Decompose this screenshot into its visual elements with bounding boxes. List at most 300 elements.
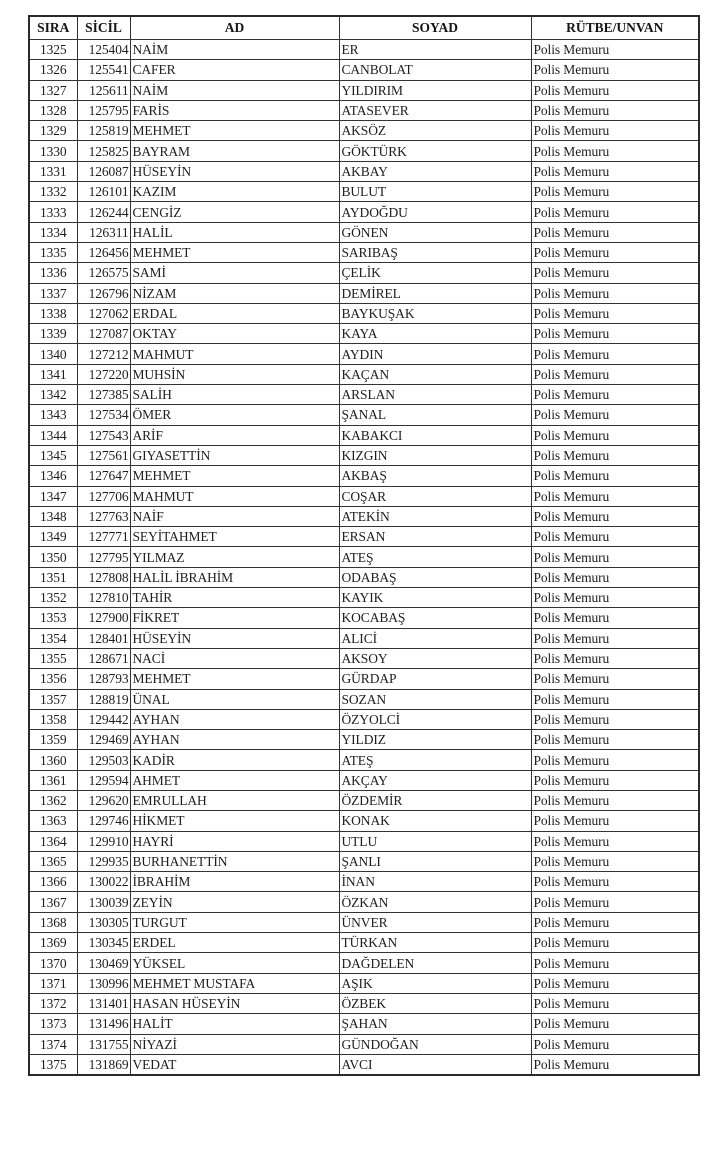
cell-soyad: SOZAN — [339, 689, 531, 709]
cell-rutbe: Polis Memuru — [531, 648, 699, 668]
cell-soyad: ER — [339, 40, 531, 60]
cell-sira: 1355 — [29, 648, 77, 668]
cell-sira: 1350 — [29, 547, 77, 567]
cell-rutbe: Polis Memuru — [531, 1054, 699, 1075]
cell-soyad: UTLU — [339, 831, 531, 851]
cell-ad: AYHAN — [130, 730, 339, 750]
cell-ad: ÜNAL — [130, 689, 339, 709]
table-row — [29, 445, 699, 465]
cell-sira: 1352 — [29, 588, 77, 608]
table-row — [29, 790, 699, 810]
cell-sira: 1331 — [29, 161, 77, 181]
cell-ad: NİYAZİ — [130, 1034, 339, 1054]
cell-soyad: ÖZBEK — [339, 993, 531, 1013]
cell-rutbe: Polis Memuru — [531, 40, 699, 60]
cell-sira: 1332 — [29, 182, 77, 202]
cell-ad: BAYRAM — [130, 141, 339, 161]
cell-soyad: ÖZDEMİR — [339, 790, 531, 810]
cell-rutbe: Polis Memuru — [531, 506, 699, 526]
cell-ad: YILMAZ — [130, 547, 339, 567]
cell-soyad: ATEŞ — [339, 750, 531, 770]
cell-sicil: 127543 — [77, 425, 130, 445]
cell-soyad: AYDIN — [339, 344, 531, 364]
cell-soyad: KABAKCI — [339, 425, 531, 445]
cell-rutbe: Polis Memuru — [531, 486, 699, 506]
cell-rutbe: Polis Memuru — [531, 669, 699, 689]
cell-rutbe: Polis Memuru — [531, 973, 699, 993]
cell-ad: KADİR — [130, 750, 339, 770]
cell-sicil: 127763 — [77, 506, 130, 526]
cell-sicil: 129620 — [77, 790, 130, 810]
cell-ad: KAZIM — [130, 182, 339, 202]
cell-sira: 1343 — [29, 405, 77, 425]
cell-sira: 1328 — [29, 100, 77, 120]
cell-rutbe: Polis Memuru — [531, 182, 699, 202]
cell-soyad: KAYA — [339, 324, 531, 344]
cell-soyad: AVCI — [339, 1054, 531, 1075]
cell-sicil: 127808 — [77, 567, 130, 587]
table-row — [29, 60, 699, 80]
cell-soyad: AYDOĞDU — [339, 202, 531, 222]
cell-soyad: ÖZYOLCİ — [339, 709, 531, 729]
cell-sira: 1356 — [29, 669, 77, 689]
cell-soyad: SARIBAŞ — [339, 242, 531, 262]
cell-ad: HAYRİ — [130, 831, 339, 851]
header-sira: SIRA — [29, 16, 77, 40]
cell-sicil: 129910 — [77, 831, 130, 851]
cell-ad: İBRAHİM — [130, 872, 339, 892]
table-row — [29, 628, 699, 648]
cell-sira: 1346 — [29, 466, 77, 486]
cell-sira: 1362 — [29, 790, 77, 810]
cell-sicil: 129469 — [77, 730, 130, 750]
table-row — [29, 953, 699, 973]
cell-sira: 1338 — [29, 303, 77, 323]
cell-sira: 1345 — [29, 445, 77, 465]
cell-rutbe: Polis Memuru — [531, 851, 699, 871]
table-row — [29, 385, 699, 405]
cell-sicil: 127561 — [77, 445, 130, 465]
cell-ad: ARİF — [130, 425, 339, 445]
table-row — [29, 933, 699, 953]
cell-ad: MEHMET — [130, 121, 339, 141]
table-row — [29, 1054, 699, 1075]
cell-sicil: 128401 — [77, 628, 130, 648]
cell-soyad: ŞANLI — [339, 851, 531, 871]
cell-sira: 1365 — [29, 851, 77, 871]
table-row — [29, 324, 699, 344]
cell-sira: 1341 — [29, 364, 77, 384]
table-row — [29, 182, 699, 202]
table-header — [29, 16, 699, 40]
table-row — [29, 527, 699, 547]
cell-sicil: 129594 — [77, 770, 130, 790]
personnel-table — [28, 15, 700, 1076]
cell-rutbe: Polis Memuru — [531, 1014, 699, 1034]
table-row — [29, 993, 699, 1013]
cell-rutbe: Polis Memuru — [531, 141, 699, 161]
cell-rutbe: Polis Memuru — [531, 770, 699, 790]
cell-sira: 1372 — [29, 993, 77, 1013]
cell-ad: VEDAT — [130, 1054, 339, 1075]
cell-ad: OKTAY — [130, 324, 339, 344]
cell-rutbe: Polis Memuru — [531, 202, 699, 222]
cell-sicil: 127647 — [77, 466, 130, 486]
table-row — [29, 141, 699, 161]
table-row — [29, 689, 699, 709]
cell-sicil: 126575 — [77, 263, 130, 283]
cell-soyad: ODABAŞ — [339, 567, 531, 587]
cell-soyad: ATEŞ — [339, 547, 531, 567]
cell-sicil: 127212 — [77, 344, 130, 364]
cell-ad: GIYASETTİN — [130, 445, 339, 465]
cell-sicil: 127810 — [77, 588, 130, 608]
cell-ad: HÜSEYİN — [130, 628, 339, 648]
cell-sira: 1337 — [29, 283, 77, 303]
cell-rutbe: Polis Memuru — [531, 689, 699, 709]
table-row — [29, 486, 699, 506]
cell-soyad: KIZGIN — [339, 445, 531, 465]
table-row — [29, 912, 699, 932]
cell-ad: NAİF — [130, 506, 339, 526]
cell-sicil: 131496 — [77, 1014, 130, 1034]
cell-ad: ERDAL — [130, 303, 339, 323]
cell-soyad: BULUT — [339, 182, 531, 202]
cell-rutbe: Polis Memuru — [531, 1034, 699, 1054]
cell-sicil: 127385 — [77, 385, 130, 405]
cell-rutbe: Polis Memuru — [531, 588, 699, 608]
cell-ad: CENGİZ — [130, 202, 339, 222]
table-row — [29, 121, 699, 141]
table-row — [29, 222, 699, 242]
cell-soyad: KAYIK — [339, 588, 531, 608]
cell-sicil: 131755 — [77, 1034, 130, 1054]
table-row — [29, 770, 699, 790]
header-rutbe: RÜTBE/UNVAN — [531, 16, 699, 40]
cell-rutbe: Polis Memuru — [531, 161, 699, 181]
cell-rutbe: Polis Memuru — [531, 385, 699, 405]
cell-rutbe: Polis Memuru — [531, 730, 699, 750]
cell-ad: FİKRET — [130, 608, 339, 628]
cell-sicil: 130345 — [77, 933, 130, 953]
cell-sicil: 129746 — [77, 811, 130, 831]
cell-rutbe: Polis Memuru — [531, 953, 699, 973]
cell-ad: SAMİ — [130, 263, 339, 283]
table-row — [29, 872, 699, 892]
cell-rutbe: Polis Memuru — [531, 608, 699, 628]
table-body — [29, 40, 699, 1076]
cell-sicil: 127900 — [77, 608, 130, 628]
header-soyad: SOYAD — [339, 16, 531, 40]
cell-rutbe: Polis Memuru — [531, 811, 699, 831]
cell-rutbe: Polis Memuru — [531, 303, 699, 323]
cell-sicil: 129442 — [77, 709, 130, 729]
table-row — [29, 263, 699, 283]
cell-sicil: 127771 — [77, 527, 130, 547]
cell-ad: BURHANETTİN — [130, 851, 339, 871]
cell-sira: 1348 — [29, 506, 77, 526]
table-row — [29, 100, 699, 120]
cell-sicil: 130022 — [77, 872, 130, 892]
table-row — [29, 283, 699, 303]
cell-sira: 1361 — [29, 770, 77, 790]
cell-sicil: 130996 — [77, 973, 130, 993]
cell-sicil: 126087 — [77, 161, 130, 181]
cell-ad: CAFER — [130, 60, 339, 80]
cell-soyad: AKÇAY — [339, 770, 531, 790]
cell-soyad: KOCABAŞ — [339, 608, 531, 628]
cell-soyad: AKBAY — [339, 161, 531, 181]
table-row — [29, 506, 699, 526]
cell-rutbe: Polis Memuru — [531, 567, 699, 587]
cell-ad: MEHMET — [130, 466, 339, 486]
cell-sira: 1347 — [29, 486, 77, 506]
cell-ad: NACİ — [130, 648, 339, 668]
cell-sicil: 126101 — [77, 182, 130, 202]
cell-sira: 1370 — [29, 953, 77, 973]
cell-sira: 1368 — [29, 912, 77, 932]
cell-sicil: 127087 — [77, 324, 130, 344]
cell-sicil: 126796 — [77, 283, 130, 303]
table-row — [29, 831, 699, 851]
cell-soyad: ATASEVER — [339, 100, 531, 120]
cell-sira: 1371 — [29, 973, 77, 993]
cell-soyad: ÜNVER — [339, 912, 531, 932]
header-sicil: SİCİL — [77, 16, 130, 40]
table-row — [29, 202, 699, 222]
cell-ad: ZEYİN — [130, 892, 339, 912]
cell-rutbe: Polis Memuru — [531, 263, 699, 283]
table-row — [29, 40, 699, 60]
cell-ad: FARİS — [130, 100, 339, 120]
cell-rutbe: Polis Memuru — [531, 364, 699, 384]
cell-ad: NAİM — [130, 80, 339, 100]
cell-sira: 1349 — [29, 527, 77, 547]
cell-soyad: GÜNDOĞAN — [339, 1034, 531, 1054]
table-row — [29, 303, 699, 323]
cell-sira: 1358 — [29, 709, 77, 729]
cell-soyad: AKBAŞ — [339, 466, 531, 486]
cell-sicil: 125825 — [77, 141, 130, 161]
cell-sira: 1334 — [29, 222, 77, 242]
cell-rutbe: Polis Memuru — [531, 60, 699, 80]
table-row — [29, 648, 699, 668]
cell-sira: 1336 — [29, 263, 77, 283]
cell-sicil: 127706 — [77, 486, 130, 506]
cell-ad: EMRULLAH — [130, 790, 339, 810]
cell-soyad: AKSOY — [339, 648, 531, 668]
cell-sira: 1369 — [29, 933, 77, 953]
table-row — [29, 1034, 699, 1054]
cell-soyad: DAĞDELEN — [339, 953, 531, 973]
table-row — [29, 547, 699, 567]
cell-sira: 1375 — [29, 1054, 77, 1075]
cell-soyad: GÖKTÜRK — [339, 141, 531, 161]
cell-sicil: 125541 — [77, 60, 130, 80]
cell-ad: TURGUT — [130, 912, 339, 932]
cell-sira: 1342 — [29, 385, 77, 405]
cell-ad: ÖMER — [130, 405, 339, 425]
cell-ad: MEHMET — [130, 242, 339, 262]
cell-sicil: 130305 — [77, 912, 130, 932]
cell-sira: 1357 — [29, 689, 77, 709]
table-row — [29, 364, 699, 384]
cell-sicil: 125795 — [77, 100, 130, 120]
cell-soyad: ARSLAN — [339, 385, 531, 405]
cell-sira: 1374 — [29, 1034, 77, 1054]
cell-sira: 1335 — [29, 242, 77, 262]
cell-sira: 1367 — [29, 892, 77, 912]
cell-sira: 1330 — [29, 141, 77, 161]
cell-ad: HALİL İBRAHİM — [130, 567, 339, 587]
cell-rutbe: Polis Memuru — [531, 242, 699, 262]
cell-soyad: CANBOLAT — [339, 60, 531, 80]
table-row — [29, 973, 699, 993]
cell-soyad: YILDIRIM — [339, 80, 531, 100]
cell-sira: 1351 — [29, 567, 77, 587]
cell-soyad: ALICİ — [339, 628, 531, 648]
cell-ad: AYHAN — [130, 709, 339, 729]
table-row — [29, 1014, 699, 1034]
cell-ad: NİZAM — [130, 283, 339, 303]
cell-sira: 1340 — [29, 344, 77, 364]
cell-ad: HİKMET — [130, 811, 339, 831]
cell-rutbe: Polis Memuru — [531, 547, 699, 567]
cell-sicil: 126244 — [77, 202, 130, 222]
table-row — [29, 709, 699, 729]
cell-sira: 1325 — [29, 40, 77, 60]
cell-ad: MEHMET — [130, 669, 339, 689]
cell-rutbe: Polis Memuru — [531, 283, 699, 303]
cell-sicil: 126456 — [77, 242, 130, 262]
cell-ad: ERDEL — [130, 933, 339, 953]
cell-sira: 1360 — [29, 750, 77, 770]
table-row — [29, 567, 699, 587]
cell-ad: SEYİTAHMET — [130, 527, 339, 547]
cell-sicil: 129935 — [77, 851, 130, 871]
cell-ad: MAHMUT — [130, 344, 339, 364]
cell-rutbe: Polis Memuru — [531, 750, 699, 770]
table-row — [29, 405, 699, 425]
header-ad: AD — [130, 16, 339, 40]
cell-soyad: ÇELİK — [339, 263, 531, 283]
cell-sira: 1353 — [29, 608, 77, 628]
cell-sira: 1333 — [29, 202, 77, 222]
table-row — [29, 851, 699, 871]
cell-rutbe: Polis Memuru — [531, 80, 699, 100]
cell-rutbe: Polis Memuru — [531, 527, 699, 547]
table-row — [29, 730, 699, 750]
cell-sicil: 129503 — [77, 750, 130, 770]
cell-sira: 1373 — [29, 1014, 77, 1034]
cell-sira: 1326 — [29, 60, 77, 80]
cell-rutbe: Polis Memuru — [531, 912, 699, 932]
cell-soyad: TÜRKAN — [339, 933, 531, 953]
table-row — [29, 892, 699, 912]
cell-ad: YÜKSEL — [130, 953, 339, 973]
cell-ad: HÜSEYİN — [130, 161, 339, 181]
cell-sira: 1354 — [29, 628, 77, 648]
cell-sira: 1329 — [29, 121, 77, 141]
cell-sira: 1364 — [29, 831, 77, 851]
cell-ad: HALİL — [130, 222, 339, 242]
cell-ad: HASAN HÜSEYİN — [130, 993, 339, 1013]
cell-soyad: BAYKUŞAK — [339, 303, 531, 323]
cell-sira: 1339 — [29, 324, 77, 344]
cell-soyad: KAÇAN — [339, 364, 531, 384]
table-row — [29, 669, 699, 689]
cell-rutbe: Polis Memuru — [531, 425, 699, 445]
cell-ad: MUHSİN — [130, 364, 339, 384]
cell-sira: 1366 — [29, 872, 77, 892]
table-row — [29, 344, 699, 364]
cell-rutbe: Polis Memuru — [531, 872, 699, 892]
cell-rutbe: Polis Memuru — [531, 892, 699, 912]
cell-sicil: 131401 — [77, 993, 130, 1013]
cell-soyad: ERSAN — [339, 527, 531, 547]
cell-rutbe: Polis Memuru — [531, 121, 699, 141]
cell-sicil: 125819 — [77, 121, 130, 141]
cell-soyad: AKSÖZ — [339, 121, 531, 141]
cell-ad: HALİT — [130, 1014, 339, 1034]
cell-ad: NAİM — [130, 40, 339, 60]
cell-rutbe: Polis Memuru — [531, 100, 699, 120]
table-row — [29, 811, 699, 831]
cell-rutbe: Polis Memuru — [531, 709, 699, 729]
cell-sicil: 126311 — [77, 222, 130, 242]
cell-sicil: 127062 — [77, 303, 130, 323]
cell-sicil: 125404 — [77, 40, 130, 60]
cell-rutbe: Polis Memuru — [531, 831, 699, 851]
cell-sicil: 128793 — [77, 669, 130, 689]
cell-sira: 1359 — [29, 730, 77, 750]
cell-soyad: COŞAR — [339, 486, 531, 506]
cell-rutbe: Polis Memuru — [531, 445, 699, 465]
cell-rutbe: Polis Memuru — [531, 344, 699, 364]
cell-soyad: ATEKİN — [339, 506, 531, 526]
cell-soyad: DEMİREL — [339, 283, 531, 303]
cell-sicil: 127220 — [77, 364, 130, 384]
cell-ad: AHMET — [130, 770, 339, 790]
table-row — [29, 608, 699, 628]
cell-soyad: KONAK — [339, 811, 531, 831]
cell-soyad: İNAN — [339, 872, 531, 892]
cell-rutbe: Polis Memuru — [531, 933, 699, 953]
cell-sicil: 130039 — [77, 892, 130, 912]
cell-ad: MEHMET MUSTAFA — [130, 973, 339, 993]
table-row — [29, 80, 699, 100]
table-row — [29, 425, 699, 445]
cell-soyad: GÖNEN — [339, 222, 531, 242]
table-row — [29, 588, 699, 608]
cell-sicil: 131869 — [77, 1054, 130, 1075]
cell-soyad: AŞIK — [339, 973, 531, 993]
cell-sira: 1363 — [29, 811, 77, 831]
cell-rutbe: Polis Memuru — [531, 222, 699, 242]
cell-rutbe: Polis Memuru — [531, 628, 699, 648]
table-row — [29, 242, 699, 262]
cell-rutbe: Polis Memuru — [531, 324, 699, 344]
cell-sira: 1327 — [29, 80, 77, 100]
cell-soyad: YILDIZ — [339, 730, 531, 750]
cell-ad: MAHMUT — [130, 486, 339, 506]
cell-rutbe: Polis Memuru — [531, 466, 699, 486]
header-row — [29, 16, 699, 40]
cell-soyad: ŞAHAN — [339, 1014, 531, 1034]
cell-soyad: GÜRDAP — [339, 669, 531, 689]
cell-sicil: 128671 — [77, 648, 130, 668]
cell-ad: TAHİR — [130, 588, 339, 608]
